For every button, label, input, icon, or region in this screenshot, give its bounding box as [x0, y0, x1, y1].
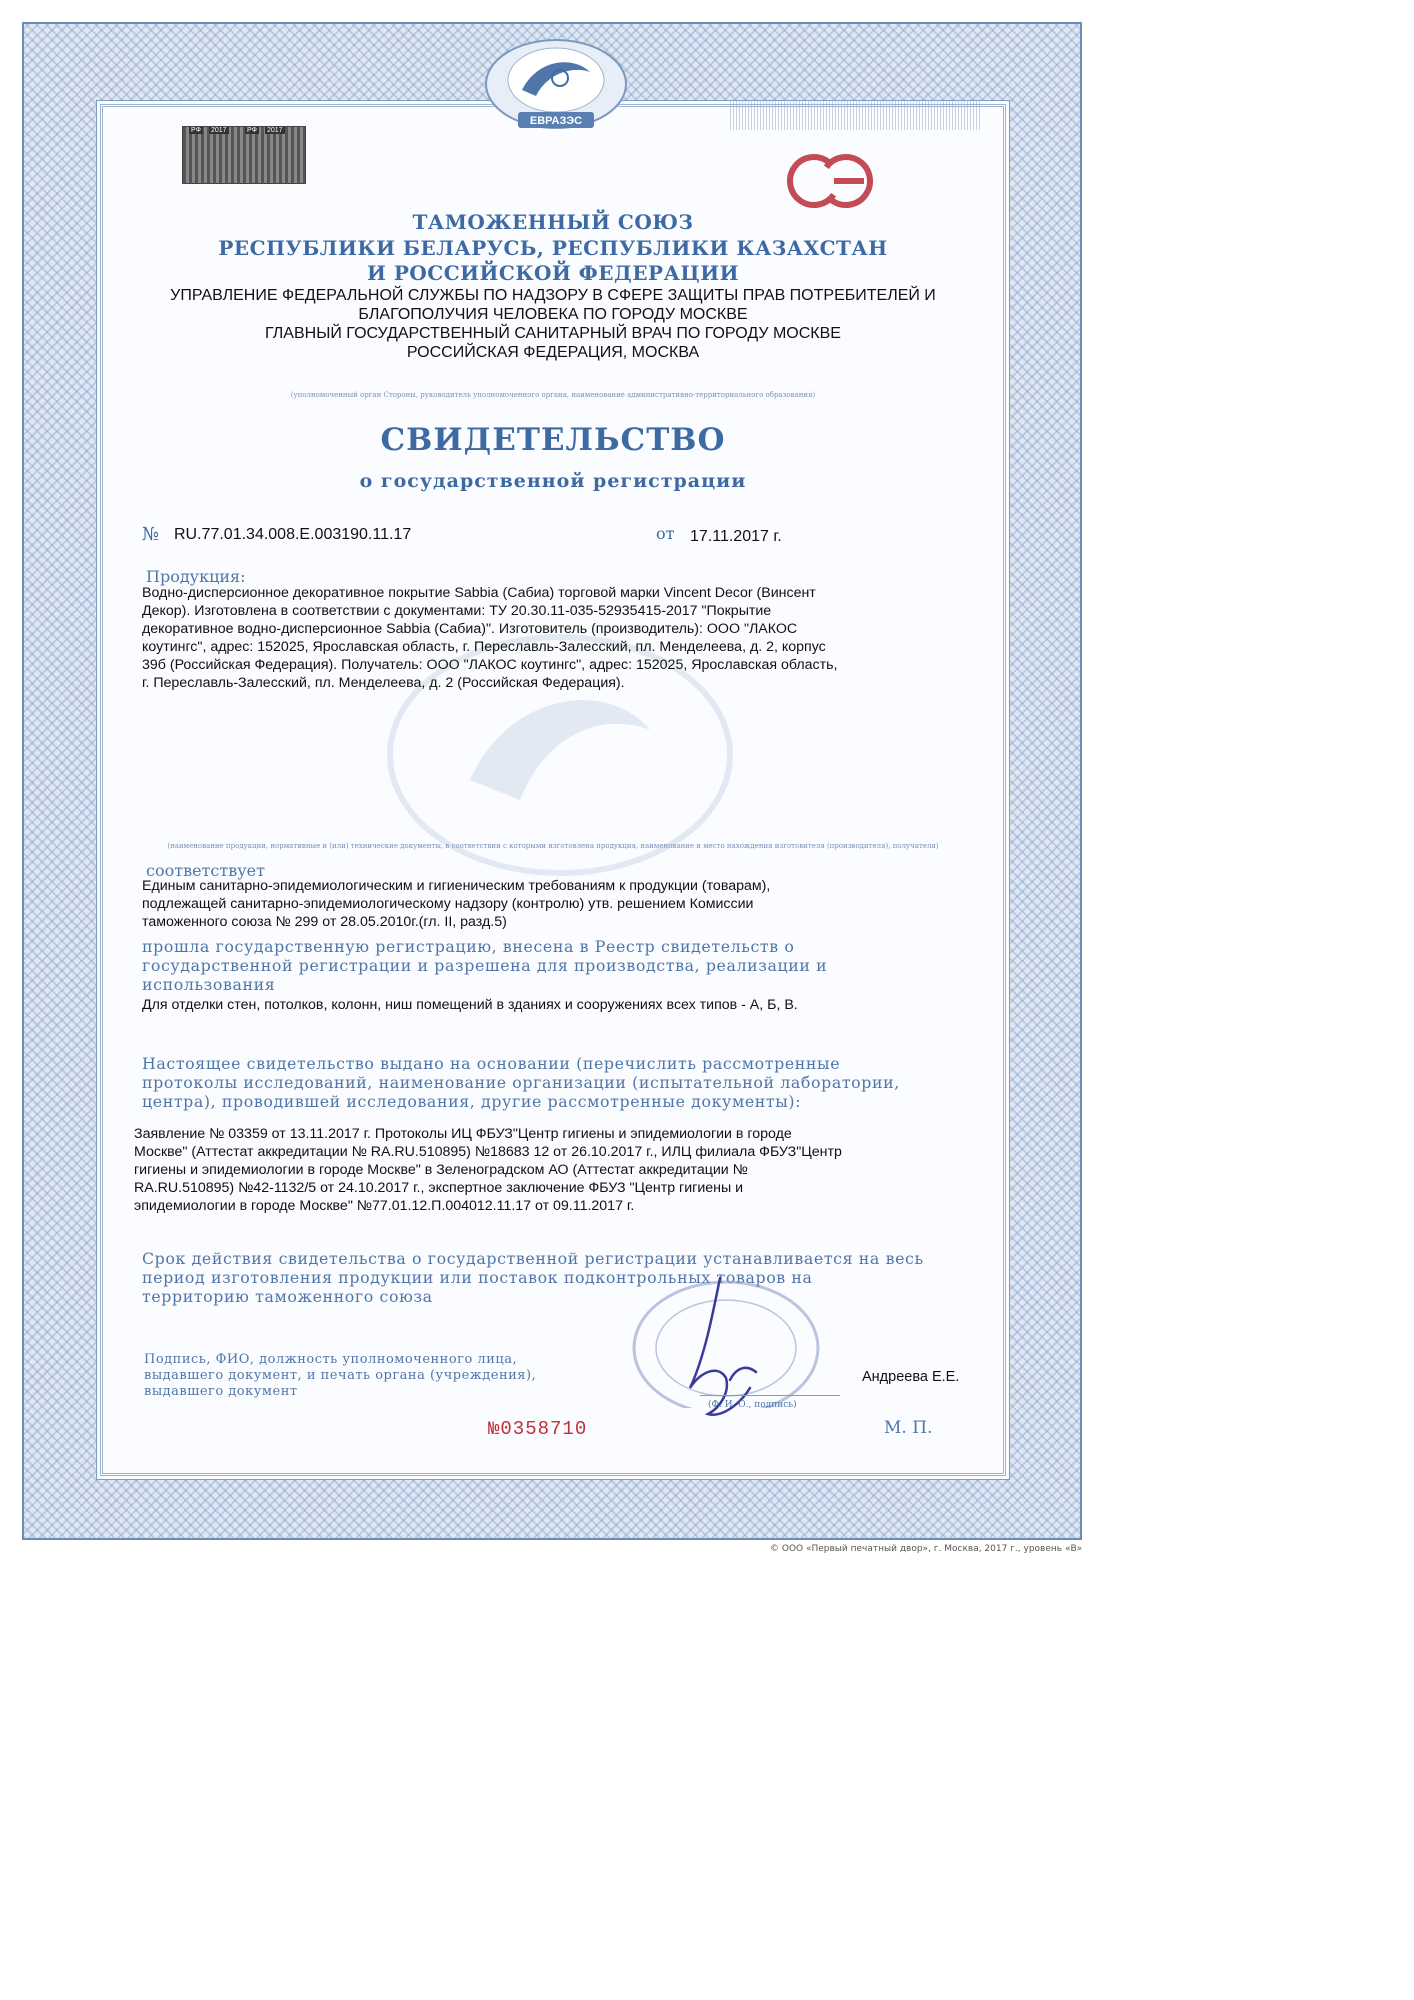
signature-line	[700, 1395, 840, 1396]
registration-line: государственной регистрации и разрешена для производства, реализации и	[142, 956, 828, 975]
validity-line: Срок действия свидетельства о государственной регистрации устанавливается на весь	[142, 1249, 924, 1268]
eurasec-emblem-icon	[478, 38, 634, 134]
hologram-label: 2017	[267, 127, 283, 134]
printer-imprint: © ООО «Первый печатный двор», г. Москва, 2017 г., уровень «В»	[770, 1544, 1083, 1554]
date-label: от	[656, 524, 675, 543]
hologram-label: 2017	[211, 127, 227, 134]
basis-doc-line: Заявление № 03359 от 13.11.2017 г. Протоколы ИЦ ФБУЗ"Центр гигиены и эпидемиологии в городе	[134, 1126, 792, 1142]
document-subtitle: о государственной регистрации	[359, 470, 747, 492]
basis-line: Настоящее свидетельство выдано на основании (перечислить рассмотренные	[142, 1054, 841, 1073]
stamp-place-label: М. П.	[884, 1418, 933, 1438]
validity-line: период изготовления продукции или поставок подконтрольных товаров на	[142, 1268, 813, 1287]
certificate-date: 17.11.2017 г.	[690, 528, 782, 545]
registration-line: использования	[142, 975, 276, 994]
authority-line: УПРАВЛЕНИЕ ФЕДЕРАЛЬНОЙ СЛУЖБЫ ПО НАДЗОРУ В СФЕРЕ ЗАЩИТЫ ПРАВ ПОТРЕБИТЕЛЕЙ И	[170, 287, 936, 304]
signature-caption-line: выдавшего документ	[144, 1384, 298, 1399]
signature-caption	[144, 1352, 536, 1400]
hologram-sticker	[182, 126, 306, 184]
product-line: Водно-дисперсионное декоративное покрытие Sabbia (Сабиа) торговой марки Vincent Decor (Винсент	[142, 585, 816, 601]
product-line: 39б (Российская Федерация). Получатель: ООО "ЛАКОС коутингс", адрес: 152025, Ярославская область,	[142, 657, 838, 673]
conformity-line: подлежащей санитарно-эпидемиологическому надзору (контролю) утв. решением Комиссии	[142, 896, 754, 912]
conformity-line: Единым санитарно-эпидемиологическим и гигиеническим требованиям к продукции (товарам),	[142, 878, 771, 894]
product-line: декоративное водно-дисперсионное Sabbia (Сабиа)". Изготовитель (производитель): ООО "ЛАКОС	[142, 621, 798, 637]
registration-line: прошла государственную регистрацию, внесена в Реестр свидетельств о	[142, 937, 795, 956]
basis-line: центра), проводившей исследования, другие рассмотренные документы):	[142, 1092, 802, 1111]
conformity-line: таможенного союза № 299 от 28.05.2010г.(гл. II, разд.5)	[142, 914, 507, 930]
authority-caption: (уполномоченный орган Стороны, руководитель уполномоченного органа, наименование административно-территориального образования)	[290, 391, 816, 399]
signatory-name: Андреева Е.Е.	[862, 1369, 960, 1385]
product-line: Декор). Изготовлена в соответствии с документами: ТУ 20.30.11-035-52935415-2017 "Покрытие	[142, 603, 772, 619]
se-conformity-mark-icon	[784, 150, 876, 212]
conformity-requirements	[142, 877, 982, 931]
hologram-label: РФ	[191, 127, 201, 134]
microprint-stripe	[730, 100, 980, 130]
basis-doc-line: гигиены и эпидемиологии в городе Москве" в Зеленоградском АО (Аттестат аккредитации №	[134, 1162, 748, 1178]
certificate-number: RU.77.01.34.008.Е.003190.11.17	[174, 526, 412, 543]
fio-caption: (Ф. И. О., подпись)	[708, 1400, 797, 1410]
union-title-line: ТАМОЖЕННЫЙ СОЮЗ	[412, 210, 694, 234]
basis-statement	[142, 1054, 982, 1111]
conformity-label: соответствует	[146, 861, 265, 880]
authority-line: РОССИЙСКАЯ ФЕДЕРАЦИЯ, МОСКВА	[406, 344, 700, 361]
signature-caption-line: выдавшего документ, и печать органа (учреждения),	[144, 1368, 537, 1383]
registration-statement	[142, 937, 982, 994]
basis-doc-line: RA.RU.510895) №42-1132/5 от 24.10.2017 г., экспертное заключение ФБУЗ "Центр гигиены и	[134, 1180, 744, 1196]
validity-line: территорию таможенного союза	[142, 1287, 433, 1306]
certificate-number-label: №	[142, 524, 160, 545]
union-title-line: И РОССИЙСКОЙ ФЕДЕРАЦИИ	[366, 261, 740, 285]
form-serial-number: №0358710	[488, 1418, 588, 1440]
validity-statement	[142, 1249, 982, 1306]
product-caption: (наименование продукции, нормативные и (или) технические документы, в соответствии с которыми изготовлена продукция, наименование и место нахождения изготовителя (производителя), получателя)	[167, 842, 939, 850]
basis-doc-line: эпидемиологии в городе Москве" №77.01.12.П.004012.11.17 от 09.11.2017 г.	[134, 1198, 635, 1214]
hologram-label: РФ	[247, 127, 257, 134]
basis-documents	[134, 1125, 984, 1215]
basis-line: протоколы исследований, наименование организации (испытательной лаборатории,	[142, 1073, 900, 1092]
emblem-label: ЕВРАЗЭС	[529, 115, 583, 127]
authority-line: ГЛАВНЫЙ ГОСУДАРСТВЕННЫЙ САНИТАРНЫЙ ВРАЧ ПО ГОРОДУ МОСКВЕ	[265, 325, 841, 342]
product-line: коутингс", адрес: 152025, Ярославская область, г. Переславль-Залесский, пл. Менделеева, д. 2, корпус	[142, 639, 826, 655]
product-line: г. Переславль-Залесский, пл. Менделеева, д. 2 (Российская Федерация).	[142, 675, 625, 691]
product-label: Продукция:	[146, 567, 246, 586]
union-title-line: РЕСПУБЛИКИ БЕЛАРУСЬ, РЕСПУБЛИКИ КАЗАХСТАН	[218, 236, 888, 260]
basis-doc-line: Москве" (Аттестат аккредитации № RA.RU.510895) №18683 12 от 26.10.2017 г., ИЛЦ филиала ФБУЗ"Центр	[134, 1144, 842, 1160]
authority-line: БЛАГОПОЛУЧИЯ ЧЕЛОВЕКА ПО ГОРОДУ МОСКВЕ	[358, 306, 748, 323]
document-title: СВИДЕТЕЛЬСТВО	[380, 422, 726, 458]
signature-caption-line: Подпись, ФИО, должность уполномоченного лица,	[144, 1352, 518, 1367]
usage-scope: Для отделки стен, потолков, колонн, ниш помещений в зданиях и сооружениях всех типов - А, Б, В.	[142, 997, 798, 1013]
product-description	[142, 584, 982, 692]
